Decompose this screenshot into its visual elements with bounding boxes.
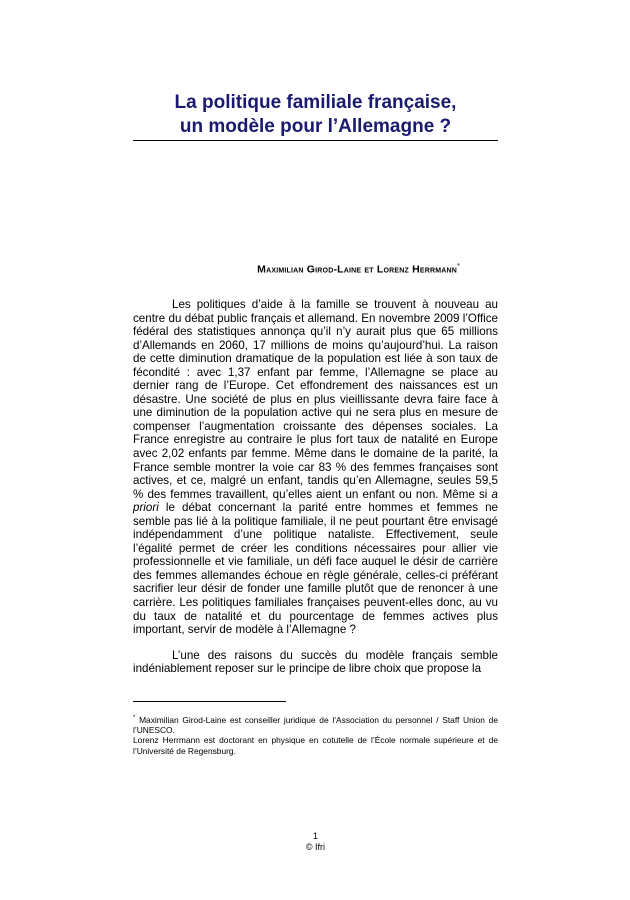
page-number: 1: [312, 831, 318, 841]
title-line-2: un modèle pour l’Allemagne ?: [179, 116, 452, 137]
title-line-1: La politique familiale française,: [174, 92, 457, 113]
paragraph-1-part-1: Les politiques d’aide à la famille se trouvent à nouveau au centre du débat public français et allemand. En novembre 2009 l’Office fédéral des statistiques annonça qu’il n’y aurait plus que 65 millions d’Allemands en 2060, 17 millions de moins qu’aujourd’hui. La raison de cette diminution dramatique de la population est liée à son taux de fécondité : avec 1,37 enfant par femme, l’Allemagne se place au dernier rang de l’Europe. Cet effondrement des naissances est un désastre. Une société de plus en plus vieillissante devra faire face à une diminution de la population active qui ne sera plus en mesure de compenser l’augmentation croissante des dépenses sociales. La France enregistre au contraire le plus fort taux de natalité en Europe avec 2,02 enfants par femme. Même dans le domaine de la parité, la France semble montrer la voie car 83 % des femmes françaises sont actives, et ce, malgré un enfant, tandis qu’en Allemagne, seules 59,5 % des femmes travaillent, qu’elles aient un enfant ou non. Même si: [133, 298, 498, 501]
paragraph-1: [133, 298, 498, 637]
paragraph-1-italic: a priori: [133, 487, 498, 515]
footnote: [133, 713, 498, 756]
paragraph-2: L’une des raisons du succès du modèle français semble indéniablement reposer sur le principe de libre choix que propose la: [133, 648, 498, 676]
copyright: © Ifri: [305, 842, 326, 852]
author-names: Maximilian Girod-Laine et Lorenz Herrmann: [257, 263, 458, 276]
author-line: [133, 263, 460, 276]
author-footnote-mark: *: [457, 263, 460, 270]
title-underline: [133, 140, 498, 141]
document-title: [133, 91, 498, 139]
footnote-separator: [133, 701, 286, 702]
footnote-mark: *: [133, 715, 136, 721]
footnote-line-1: [133, 713, 498, 735]
footnote-line-2: Lorenz Herrmann est doctorant en physique en cotutelle de l’École normale supérieure et de l’Université de Regensburg.: [133, 735, 498, 756]
footnote-text-1: Maximilian Girod-Laine est conseiller juridique de l’Association du personnel / Staff Union de l’UNESCO.: [133, 714, 498, 736]
paragraph-1-part-2: le débat concernant la parité entre hommes et femmes ne semble pas lié à la politique familiale, il ne peut pourtant être envisagé indépendamment d’une politique nataliste. Effectivement, seule l’égalité permet de créer les conditions nécessaires pour allier vie professionnelle et vie familiale, un défi face auquel le désir de carrière des femmes allemandes échoue en règle générale, celles-ci préférant sacrifier leur désir de fonder une famille plutôt que de renoncer à une carrière. Les politiques familiales françaises peuvent-elles donc, au vu du taux de natalité et du pourcentage de femmes actives plus important, servir de modèle à l’Allemagne ?: [133, 501, 498, 637]
body-text: [133, 298, 498, 676]
